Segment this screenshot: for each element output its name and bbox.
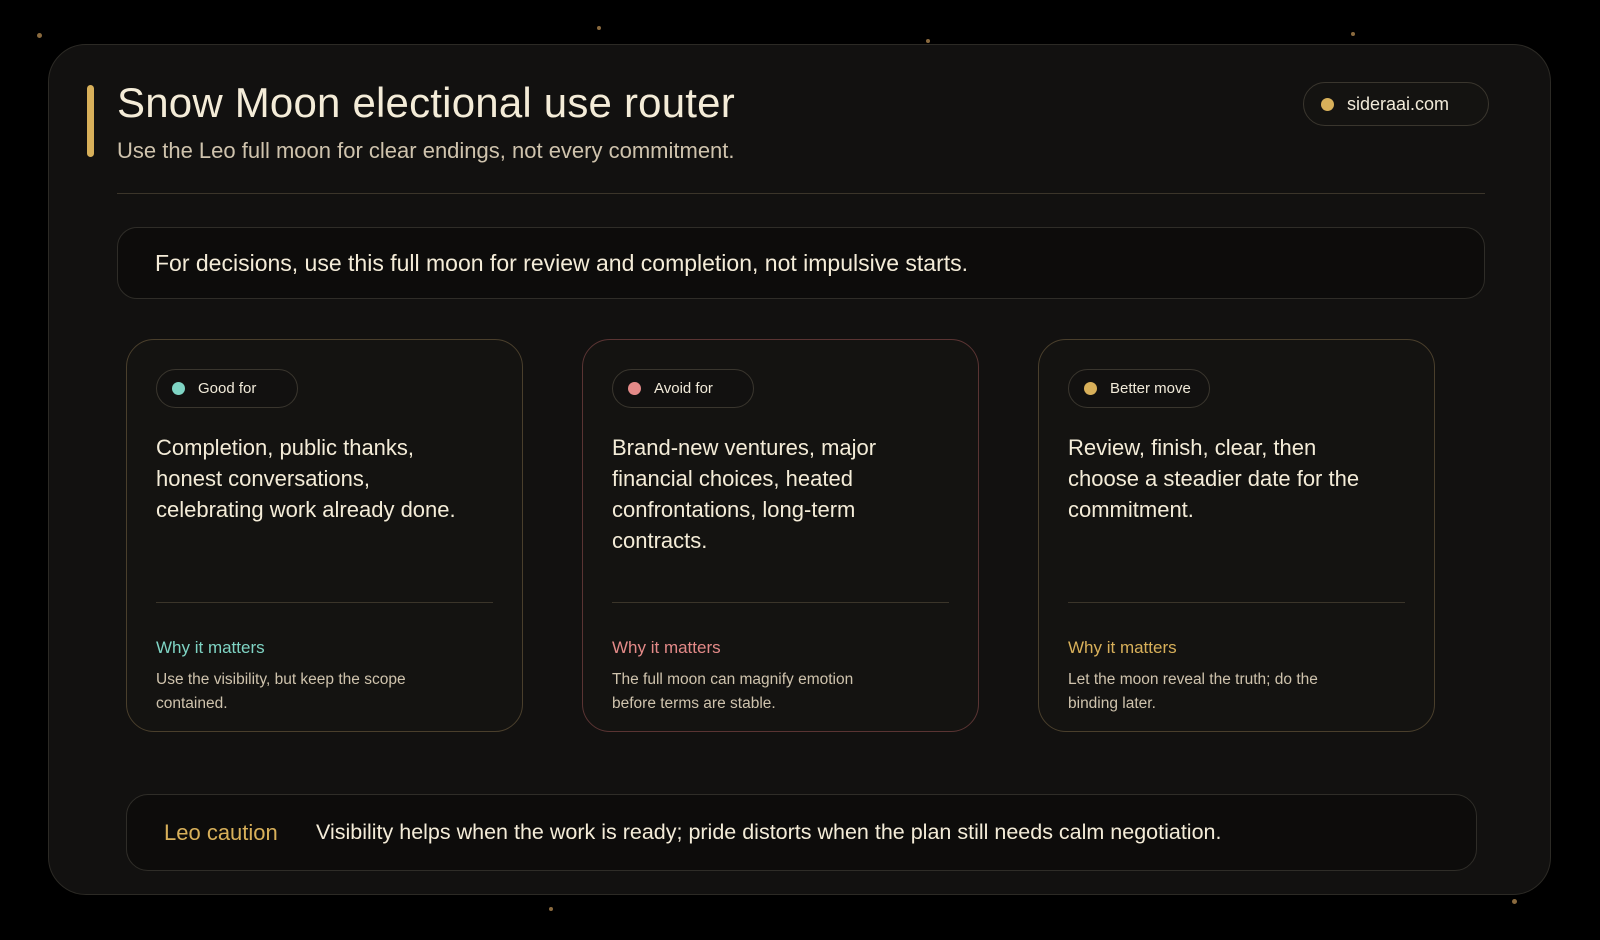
caution-label: Leo caution	[164, 819, 278, 845]
card-divider	[156, 602, 493, 603]
star-decoration	[1351, 32, 1355, 36]
tag-good-for	[156, 369, 298, 408]
card-good-for	[126, 339, 523, 732]
tag-label: Avoid for	[654, 380, 713, 397]
summary-text: For decisions, use this full moon for review and completion, not impulsive starts.	[155, 249, 969, 276]
why-text: Let the moon reveal the truth; do the binding later.	[1068, 671, 1318, 712]
site-name: sideraai.com	[1347, 93, 1450, 114]
page-subtitle: Use the Leo full moon for clear endings, not every commitment.	[117, 138, 735, 163]
why-text: Use the visibility, but keep the scope contained.	[156, 671, 406, 712]
card-avoid-for	[582, 339, 979, 732]
star-decoration	[926, 39, 930, 43]
tag-avoid-for	[612, 369, 754, 408]
why-heading: Why it matters	[156, 638, 265, 657]
why-text: The full moon can magnify emotion before terms are stable.	[612, 671, 854, 712]
caution-text: Visibility helps when the work is ready; pride distorts when the plan still needs calm negotiation.	[316, 820, 1222, 844]
card-body: Completion, public thanks, honest conversations, celebrating work already done.	[156, 435, 456, 522]
card-body: Review, finish, clear, then choose a steadier date for the commitment.	[1068, 435, 1360, 522]
star-decoration	[549, 907, 553, 911]
caution-callout	[126, 794, 1477, 871]
title-accent-bar	[87, 85, 94, 157]
page-title: Snow Moon electional use router	[117, 79, 735, 126]
star-decoration	[1512, 899, 1517, 904]
tag-label: Better move	[1110, 380, 1191, 397]
site-dot-icon	[1321, 98, 1334, 111]
why-heading: Why it matters	[1068, 638, 1177, 657]
card-divider	[612, 602, 949, 603]
teal-dot-icon	[172, 382, 185, 395]
star-decoration	[37, 33, 42, 38]
card-better-move	[1038, 339, 1435, 732]
tag-label: Good for	[198, 380, 257, 397]
header-divider	[117, 193, 1485, 194]
card-body: Brand-new ventures, major financial choices, heated confrontations, long-term contracts.	[612, 435, 877, 553]
site-badge	[1303, 82, 1489, 126]
card-divider	[1068, 602, 1405, 603]
main-panel	[48, 44, 1551, 895]
rose-dot-icon	[628, 382, 641, 395]
why-heading: Why it matters	[612, 638, 721, 657]
star-decoration	[597, 26, 601, 30]
summary-callout	[117, 227, 1485, 299]
tag-better-move	[1068, 369, 1210, 408]
gold-dot-icon	[1084, 382, 1097, 395]
